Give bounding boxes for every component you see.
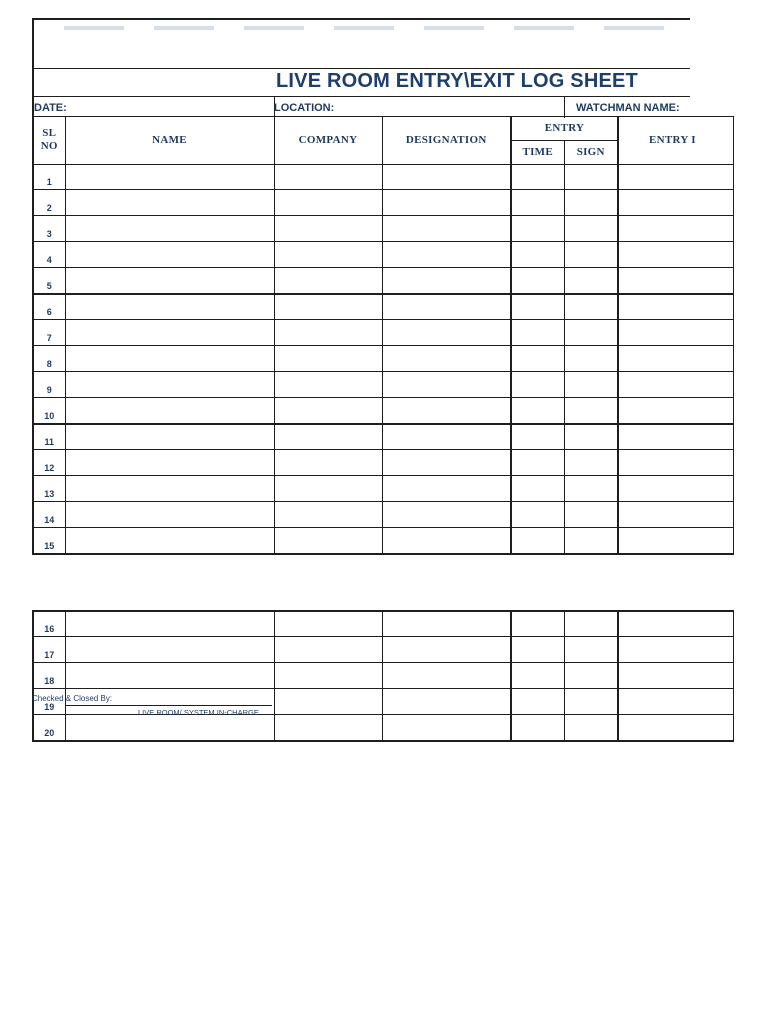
name-cell[interactable] xyxy=(65,346,274,372)
designation-cell[interactable] xyxy=(382,688,511,714)
entry-sign-cell[interactable] xyxy=(564,216,618,242)
sl-no-cell: 7 xyxy=(33,320,65,346)
header-divider xyxy=(34,68,690,69)
name-cell[interactable] xyxy=(65,241,274,267)
sl-header-line2: NO xyxy=(40,140,58,153)
entry-time-cell[interactable] xyxy=(511,216,564,242)
designation-cell[interactable] xyxy=(382,294,511,320)
entry-sign-cell[interactable] xyxy=(564,424,618,450)
entry-sign-cell[interactable] xyxy=(564,663,618,689)
log-sheet xyxy=(32,18,696,742)
table-row xyxy=(33,371,733,397)
company-cell[interactable] xyxy=(274,476,382,502)
entry-time-cell[interactable] xyxy=(511,371,564,397)
in-charge-role-label: LIVE ROOM/ SYSTEM IN-CHARGE xyxy=(138,708,259,717)
sl-no-header xyxy=(33,117,65,165)
entry-extra-cell[interactable] xyxy=(618,688,733,714)
table-row xyxy=(33,476,733,502)
entry-sign-cell[interactable] xyxy=(564,527,618,553)
sl-no-cell: 16 xyxy=(33,611,65,637)
entry-sign-cell[interactable] xyxy=(564,611,618,637)
name-cell[interactable] xyxy=(65,714,274,740)
table-row xyxy=(33,164,733,190)
sl-no-cell: 12 xyxy=(33,450,65,476)
sl-no-cell: 3 xyxy=(33,216,65,242)
table-row xyxy=(33,190,733,216)
entry-extra-cell[interactable] xyxy=(618,450,733,476)
faded-header-strip xyxy=(64,26,694,30)
company-cell[interactable] xyxy=(274,637,382,663)
table-row xyxy=(33,637,733,663)
company-cell[interactable] xyxy=(274,216,382,242)
name-cell[interactable] xyxy=(65,397,274,423)
company-cell[interactable] xyxy=(274,663,382,689)
watchman-name-label: WATCHMAN NAME: xyxy=(576,102,680,114)
designation-cell[interactable] xyxy=(382,424,511,450)
sl-no-cell: 15 xyxy=(33,527,65,553)
entry-extra-cell[interactable] xyxy=(618,267,733,293)
entry-time-cell[interactable] xyxy=(511,241,564,267)
entry-extra-cell[interactable] xyxy=(618,320,733,346)
designation-cell[interactable] xyxy=(382,476,511,502)
entry-time-cell[interactable] xyxy=(511,501,564,527)
log-table-part-1 xyxy=(32,116,734,555)
entry-sign-cell[interactable] xyxy=(564,346,618,372)
entry-sign-cell[interactable] xyxy=(564,267,618,293)
entry-extra-header: ENTRY I xyxy=(618,117,733,165)
header-divider xyxy=(34,96,690,97)
log-table-part-2 xyxy=(32,610,734,742)
table-row xyxy=(33,294,733,320)
company-cell[interactable] xyxy=(274,190,382,216)
entry-extra-cell[interactable] xyxy=(618,476,733,502)
table-row xyxy=(33,527,733,553)
entry-sign-header: SIGN xyxy=(564,140,618,164)
name-cell[interactable] xyxy=(65,637,274,663)
company-cell[interactable] xyxy=(274,611,382,637)
entry-sign-cell[interactable] xyxy=(564,450,618,476)
table-row xyxy=(33,320,733,346)
date-label: DATE: xyxy=(34,102,67,114)
entry-extra-cell[interactable] xyxy=(618,371,733,397)
designation-cell[interactable] xyxy=(382,501,511,527)
entry-time-cell[interactable] xyxy=(511,294,564,320)
entry-time-cell[interactable] xyxy=(511,663,564,689)
entry-time-cell[interactable] xyxy=(511,637,564,663)
entry-extra-cell[interactable] xyxy=(618,164,733,190)
entry-sign-cell[interactable] xyxy=(564,294,618,320)
checked-closed-by-label: Checked & Closed By: xyxy=(32,694,113,703)
sl-no-cell: 8 xyxy=(33,346,65,372)
designation-cell[interactable] xyxy=(382,663,511,689)
entry-sign-cell[interactable] xyxy=(564,476,618,502)
entry-extra-cell[interactable] xyxy=(618,346,733,372)
company-cell[interactable] xyxy=(274,371,382,397)
sl-no-cell: 11 xyxy=(33,424,65,450)
name-cell[interactable] xyxy=(65,424,274,450)
page-title: LIVE ROOM ENTRY\EXIT LOG SHEET xyxy=(276,70,638,92)
entry-extra-cell[interactable] xyxy=(618,397,733,423)
designation-cell[interactable] xyxy=(382,267,511,293)
designation-cell[interactable] xyxy=(382,164,511,190)
sl-no-cell: 19 xyxy=(33,688,65,714)
table-row xyxy=(33,611,733,637)
sl-header-line1: SL xyxy=(42,127,57,140)
entry-sign-cell[interactable] xyxy=(564,164,618,190)
sl-no-cell: 4 xyxy=(33,241,65,267)
entry-sign-cell[interactable] xyxy=(564,190,618,216)
table-row xyxy=(33,267,733,293)
table-gap xyxy=(32,555,690,610)
entry-time-cell[interactable] xyxy=(511,267,564,293)
sl-no-cell: 13 xyxy=(33,476,65,502)
table-row xyxy=(33,424,733,450)
entry-time-cell[interactable] xyxy=(511,397,564,423)
table-row xyxy=(33,714,733,740)
meta-divider xyxy=(564,96,565,118)
table-row xyxy=(33,241,733,267)
name-cell[interactable] xyxy=(65,663,274,689)
sl-no-cell: 14 xyxy=(33,501,65,527)
company-cell[interactable] xyxy=(274,346,382,372)
company-cell[interactable] xyxy=(274,294,382,320)
entry-extra-cell[interactable] xyxy=(618,424,733,450)
entry-time-cell[interactable] xyxy=(511,450,564,476)
designation-cell[interactable] xyxy=(382,714,511,740)
designation-cell[interactable] xyxy=(382,527,511,553)
designation-cell[interactable] xyxy=(382,241,511,267)
company-cell[interactable] xyxy=(274,164,382,190)
name-cell[interactable] xyxy=(65,164,274,190)
sheet-header xyxy=(32,18,690,116)
name-cell[interactable] xyxy=(65,611,274,637)
sl-no-cell: 10 xyxy=(33,397,65,423)
name-cell[interactable] xyxy=(65,501,274,527)
table-row xyxy=(33,501,733,527)
entry-extra-cell[interactable] xyxy=(618,294,733,320)
signature-line xyxy=(66,705,272,706)
entry-extra-cell[interactable] xyxy=(618,714,733,740)
name-cell[interactable] xyxy=(65,527,274,553)
table-row xyxy=(33,346,733,372)
designation-cell[interactable] xyxy=(382,320,511,346)
entry-sign-cell[interactable] xyxy=(564,637,618,663)
table-row xyxy=(33,663,733,689)
entry-time-cell[interactable] xyxy=(511,476,564,502)
entry-sign-cell[interactable] xyxy=(564,714,618,740)
company-cell[interactable] xyxy=(274,424,382,450)
log-rows-part-1 xyxy=(33,164,733,553)
entry-extra-cell[interactable] xyxy=(618,663,733,689)
sl-no-cell: 18 xyxy=(33,663,65,689)
designation-cell[interactable] xyxy=(382,397,511,423)
designation-header: DESIGNATION xyxy=(382,117,511,165)
entry-extra-cell[interactable] xyxy=(618,190,733,216)
entry-time-cell[interactable] xyxy=(511,164,564,190)
entry-extra-cell[interactable] xyxy=(618,637,733,663)
sl-no-cell: 6 xyxy=(33,294,65,320)
entry-time-cell[interactable] xyxy=(511,688,564,714)
company-cell[interactable] xyxy=(274,527,382,553)
name-cell[interactable] xyxy=(65,267,274,293)
designation-cell[interactable] xyxy=(382,611,511,637)
table-row xyxy=(33,397,733,423)
company-cell[interactable] xyxy=(274,241,382,267)
entry-extra-cell[interactable] xyxy=(618,216,733,242)
entry-time-cell[interactable] xyxy=(511,320,564,346)
company-cell[interactable] xyxy=(274,320,382,346)
designation-cell[interactable] xyxy=(382,371,511,397)
log-rows-part-2 xyxy=(33,611,733,741)
company-cell[interactable] xyxy=(274,267,382,293)
entry-sign-cell[interactable] xyxy=(564,320,618,346)
name-cell[interactable] xyxy=(65,450,274,476)
name-cell[interactable] xyxy=(65,320,274,346)
sl-no-cell: 17 xyxy=(33,637,65,663)
name-cell[interactable] xyxy=(65,371,274,397)
company-cell[interactable] xyxy=(274,688,382,714)
designation-cell[interactable] xyxy=(382,190,511,216)
entry-extra-cell[interactable] xyxy=(618,501,733,527)
company-cell[interactable] xyxy=(274,397,382,423)
sl-no-cell: 2 xyxy=(33,190,65,216)
designation-cell[interactable] xyxy=(382,637,511,663)
location-label: LOCATION: xyxy=(274,102,335,114)
name-header: NAME xyxy=(65,117,274,165)
entry-time-cell[interactable] xyxy=(511,424,564,450)
entry-time-cell[interactable] xyxy=(511,714,564,740)
company-cell[interactable] xyxy=(274,450,382,476)
sl-no-cell: 20 xyxy=(33,714,65,740)
name-cell[interactable] xyxy=(65,476,274,502)
company-header: COMPANY xyxy=(274,117,382,165)
designation-cell[interactable] xyxy=(382,450,511,476)
sl-no-cell: 5 xyxy=(33,267,65,293)
table-row xyxy=(33,216,733,242)
entry-sign-cell[interactable] xyxy=(564,371,618,397)
entry-sign-cell[interactable] xyxy=(564,397,618,423)
sl-no-cell: 1 xyxy=(33,164,65,190)
entry-time-cell[interactable] xyxy=(511,611,564,637)
designation-cell[interactable] xyxy=(382,216,511,242)
entry-sign-cell[interactable] xyxy=(564,501,618,527)
name-cell[interactable] xyxy=(65,190,274,216)
company-cell[interactable] xyxy=(274,501,382,527)
entry-sign-cell[interactable] xyxy=(564,241,618,267)
entry-extra-cell[interactable] xyxy=(618,527,733,553)
entry-time-header: TIME xyxy=(511,140,564,164)
entry-header: ENTRY xyxy=(511,117,618,141)
entry-time-cell[interactable] xyxy=(511,190,564,216)
entry-sign-cell[interactable] xyxy=(564,688,618,714)
table-row xyxy=(33,450,733,476)
designation-cell[interactable] xyxy=(382,346,511,372)
company-cell[interactable] xyxy=(274,714,382,740)
entry-time-cell[interactable] xyxy=(511,527,564,553)
name-cell[interactable] xyxy=(65,216,274,242)
name-cell[interactable] xyxy=(65,294,274,320)
entry-extra-cell[interactable] xyxy=(618,241,733,267)
entry-extra-cell[interactable] xyxy=(618,611,733,637)
entry-time-cell[interactable] xyxy=(511,346,564,372)
sl-no-cell: 9 xyxy=(33,371,65,397)
